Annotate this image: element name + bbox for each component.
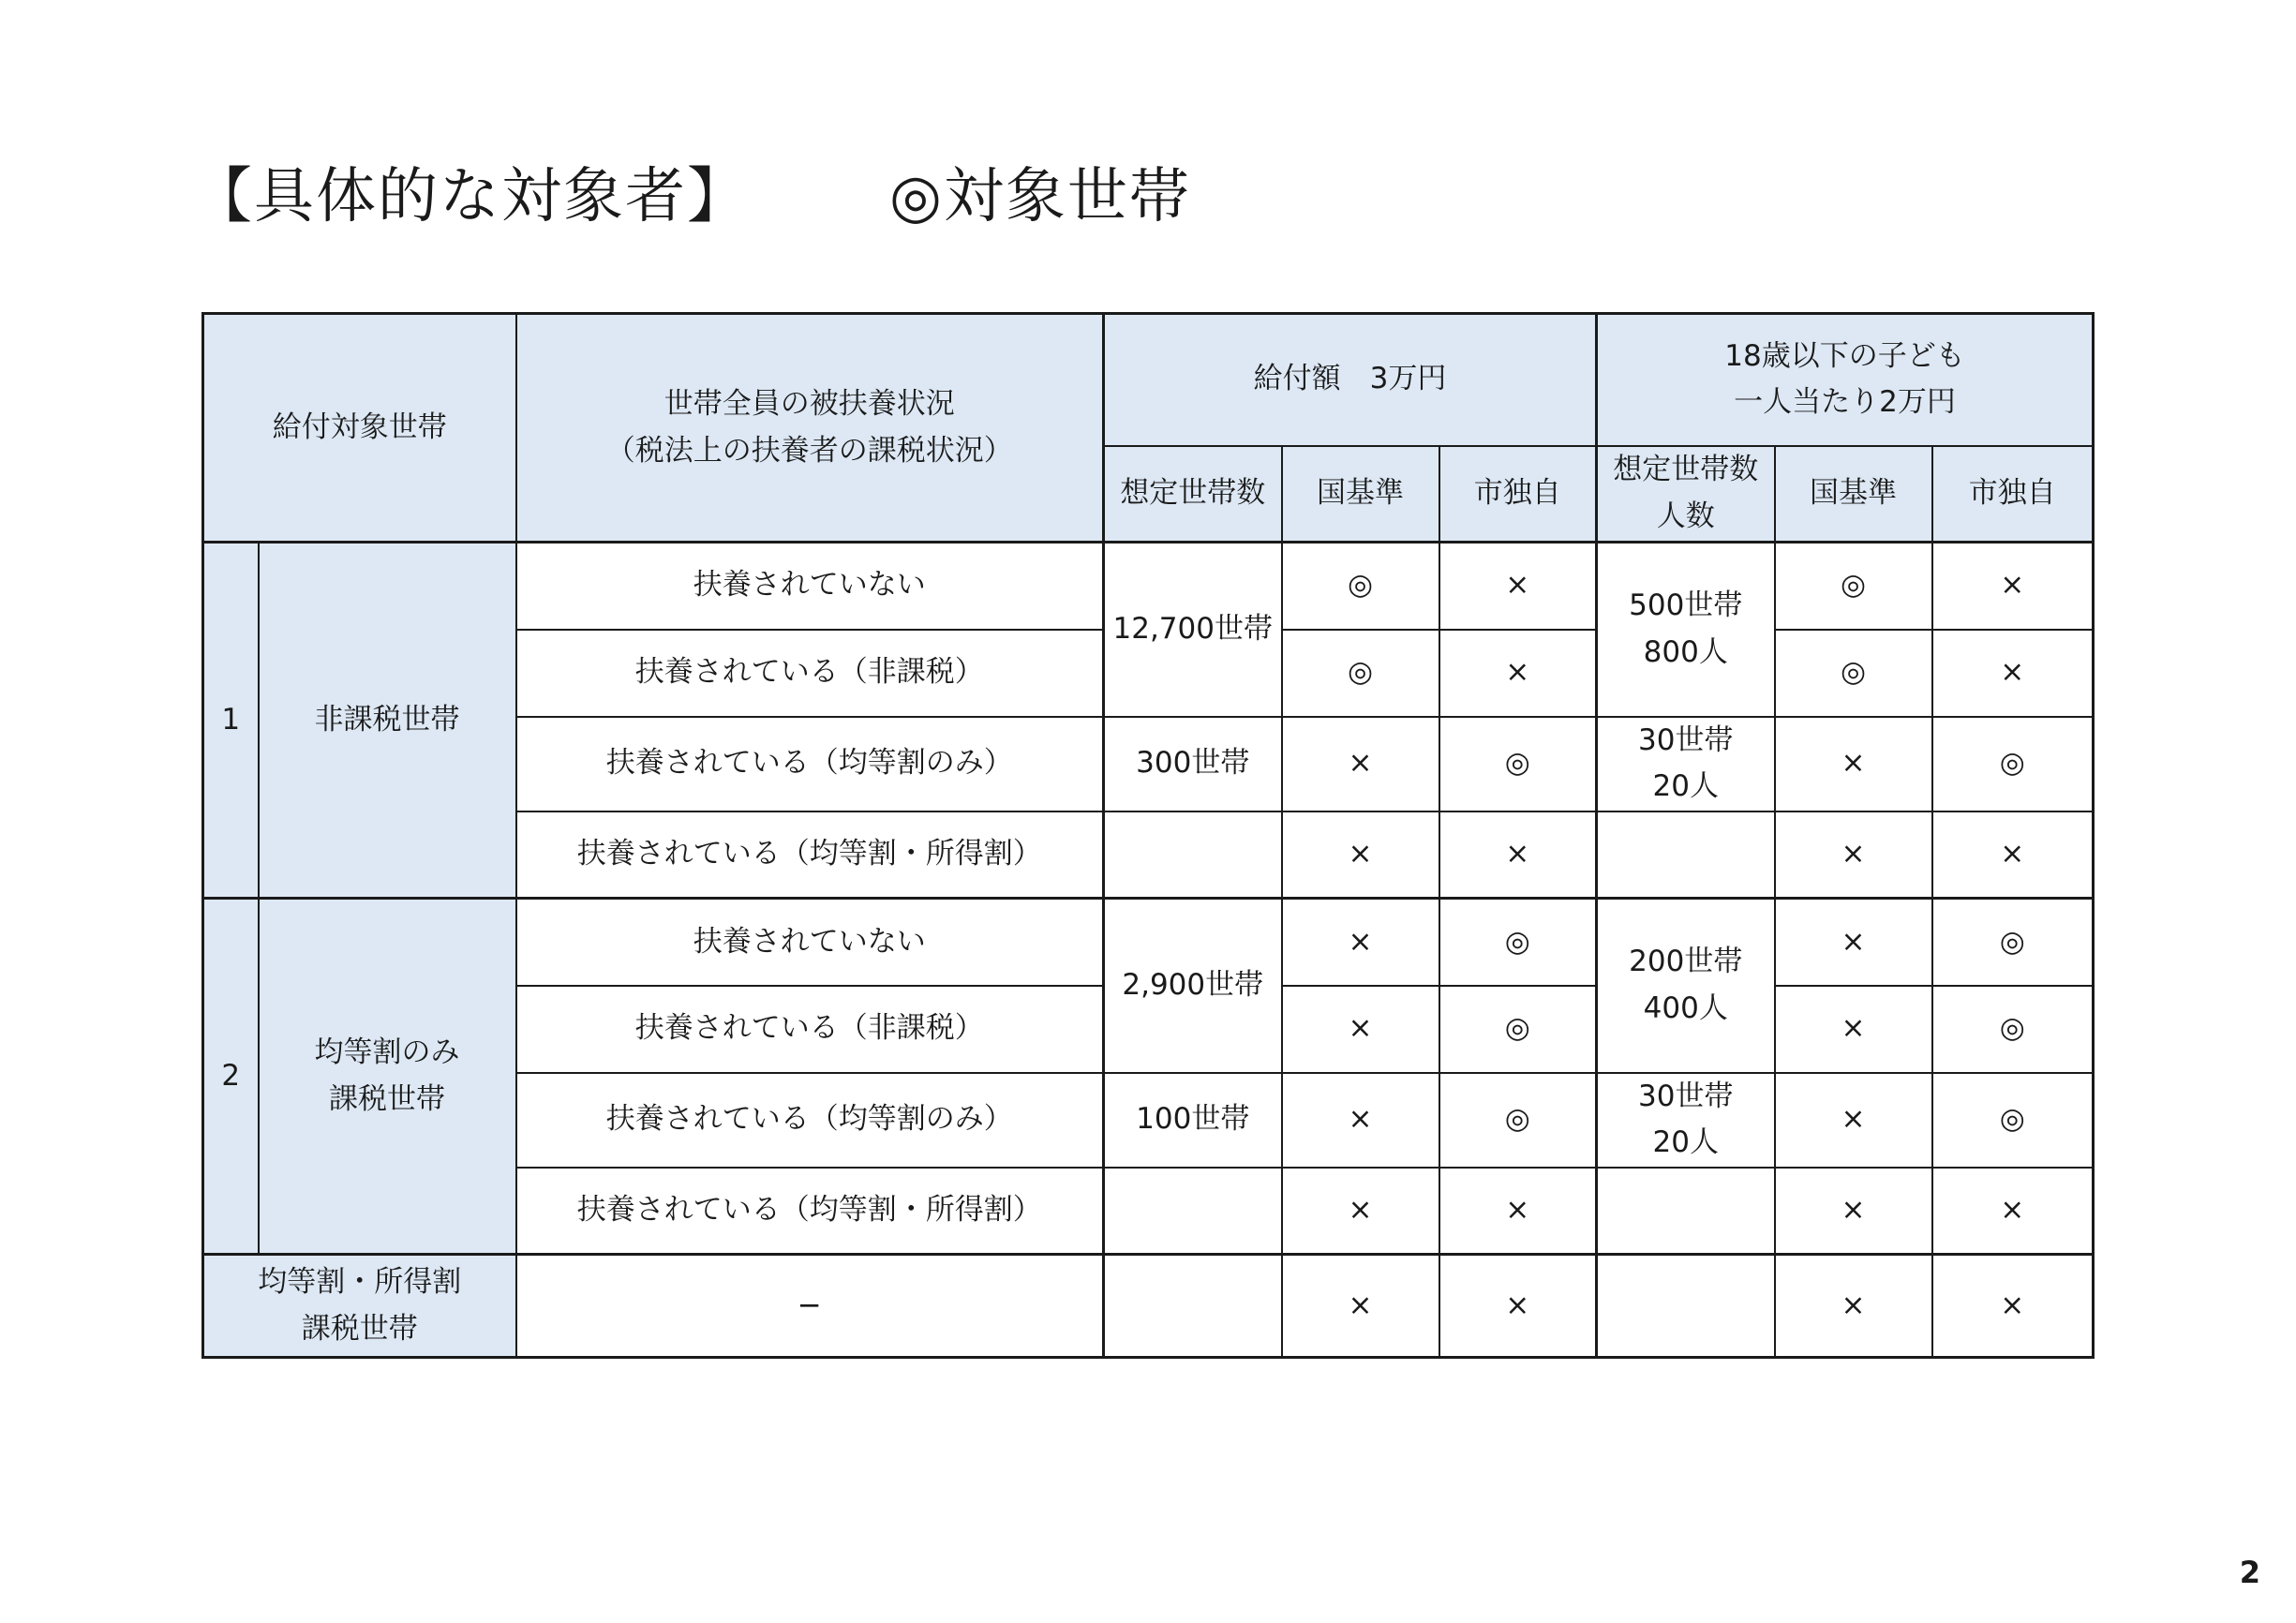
households-cell: 100世帯: [1104, 1073, 1282, 1168]
status-cell: 扶養されている（均等割・所得割）: [516, 1168, 1104, 1255]
group-label: 均等割のみ 課税世帯: [259, 899, 516, 1255]
header-benefit-b: 18歳以下の子ども 一人当たり2万円: [1597, 314, 2094, 446]
mark-cell: ×: [1775, 1255, 1932, 1358]
households-cell-empty: [1104, 1168, 1282, 1255]
mark-cell: ×: [1439, 543, 1597, 630]
mark-cell: ×: [1282, 1168, 1439, 1255]
page-title: [192, 162, 1191, 231]
group-number: 2: [203, 899, 259, 1255]
mark-cell: ×: [1282, 1255, 1439, 1358]
mark-cell: ◎: [1282, 630, 1439, 717]
mark-cell: ×: [1282, 899, 1439, 986]
mark-cell: ◎: [1439, 717, 1597, 812]
mark-cell: ×: [1775, 986, 1932, 1073]
mark-cell: ◎: [1775, 543, 1932, 630]
header-shi-a: 市独自: [1439, 446, 1597, 543]
table-row: [203, 899, 2094, 986]
header-kuni-a: 国基準: [1282, 446, 1439, 543]
status-cell: 扶養されている（非課税）: [516, 986, 1104, 1073]
mark-cell: ×: [1439, 1255, 1597, 1358]
mark-cell: ×: [1282, 717, 1439, 812]
households-people-cell: 30世帯 20人: [1597, 717, 1775, 812]
households-people-cell: 500世帯 800人: [1597, 543, 1775, 717]
mark-cell: ×: [1439, 812, 1597, 899]
households-people-cell: 30世帯 20人: [1597, 1073, 1775, 1168]
mark-cell: ◎: [1439, 899, 1597, 986]
mark-cell: ◎: [1932, 1073, 2094, 1168]
group-number: 1: [203, 543, 259, 899]
households-cell: 12,700世帯: [1104, 543, 1282, 717]
mark-cell: ×: [1775, 899, 1932, 986]
title-sub: ◎対象世帯: [889, 162, 1191, 231]
status-cell: −: [516, 1255, 1104, 1358]
mark-cell: ×: [1439, 1168, 1597, 1255]
mark-cell: ×: [1282, 986, 1439, 1073]
mark-cell: ◎: [1932, 986, 2094, 1073]
group-label: 均等割・所得割 課税世帯: [203, 1255, 516, 1358]
status-cell: 扶養されている（均等割のみ）: [516, 1073, 1104, 1168]
households-cell: 300世帯: [1104, 717, 1282, 812]
mark-cell: ×: [1932, 543, 2094, 630]
status-cell: 扶養されている（均等割・所得割）: [516, 812, 1104, 899]
group-label: 非課税世帯: [259, 543, 516, 899]
mark-cell: ×: [1775, 717, 1932, 812]
mark-cell: ◎: [1282, 543, 1439, 630]
households-people-cell-empty: [1597, 1255, 1775, 1358]
header-households-a: 想定世帯数: [1104, 446, 1282, 543]
mark-cell: ×: [1932, 1255, 2094, 1358]
mark-cell: ×: [1775, 1073, 1932, 1168]
mark-cell: ×: [1775, 1168, 1932, 1255]
status-cell: 扶養されていない: [516, 543, 1104, 630]
mark-cell: ◎: [1775, 630, 1932, 717]
table-row: [203, 1255, 2094, 1358]
households-people-cell: 200世帯 400人: [1597, 899, 1775, 1073]
households-cell: 2,900世帯: [1104, 899, 1282, 1073]
page-number: 2: [2239, 1555, 2260, 1590]
mark-cell: ×: [1932, 630, 2094, 717]
table-row: [203, 543, 2094, 630]
mark-cell: ×: [1932, 1168, 2094, 1255]
mark-cell: ◎: [1439, 1073, 1597, 1168]
status-cell: 扶養されている（非課税）: [516, 630, 1104, 717]
status-cell: 扶養されていない: [516, 899, 1104, 986]
header-target: 給付対象世帯: [203, 314, 516, 543]
mark-cell: ×: [1775, 812, 1932, 899]
mark-cell: ◎: [1932, 899, 2094, 986]
eligibility-table: [201, 312, 2095, 1359]
header-kuni-b: 国基準: [1775, 446, 1932, 543]
mark-cell: ×: [1282, 1073, 1439, 1168]
header-status: 世帯全員の被扶養状況 （税法上の扶養者の課税状況）: [516, 314, 1104, 543]
mark-cell: ◎: [1439, 986, 1597, 1073]
households-people-cell-empty: [1597, 1168, 1775, 1255]
mark-cell: ◎: [1932, 717, 2094, 812]
households-cell-empty: [1104, 812, 1282, 899]
header-shi-b: 市独自: [1932, 446, 2094, 543]
households-people-cell-empty: [1597, 812, 1775, 899]
mark-cell: ×: [1932, 812, 2094, 899]
header-households-b: 想定世帯数 人数: [1597, 446, 1775, 543]
mark-cell: ×: [1439, 630, 1597, 717]
header-benefit-a: 給付額 3万円: [1104, 314, 1597, 446]
status-cell: 扶養されている（均等割のみ）: [516, 717, 1104, 812]
mark-cell: ×: [1282, 812, 1439, 899]
households-cell-empty: [1104, 1255, 1282, 1358]
title-main: 【具体的な対象者】: [192, 162, 749, 231]
